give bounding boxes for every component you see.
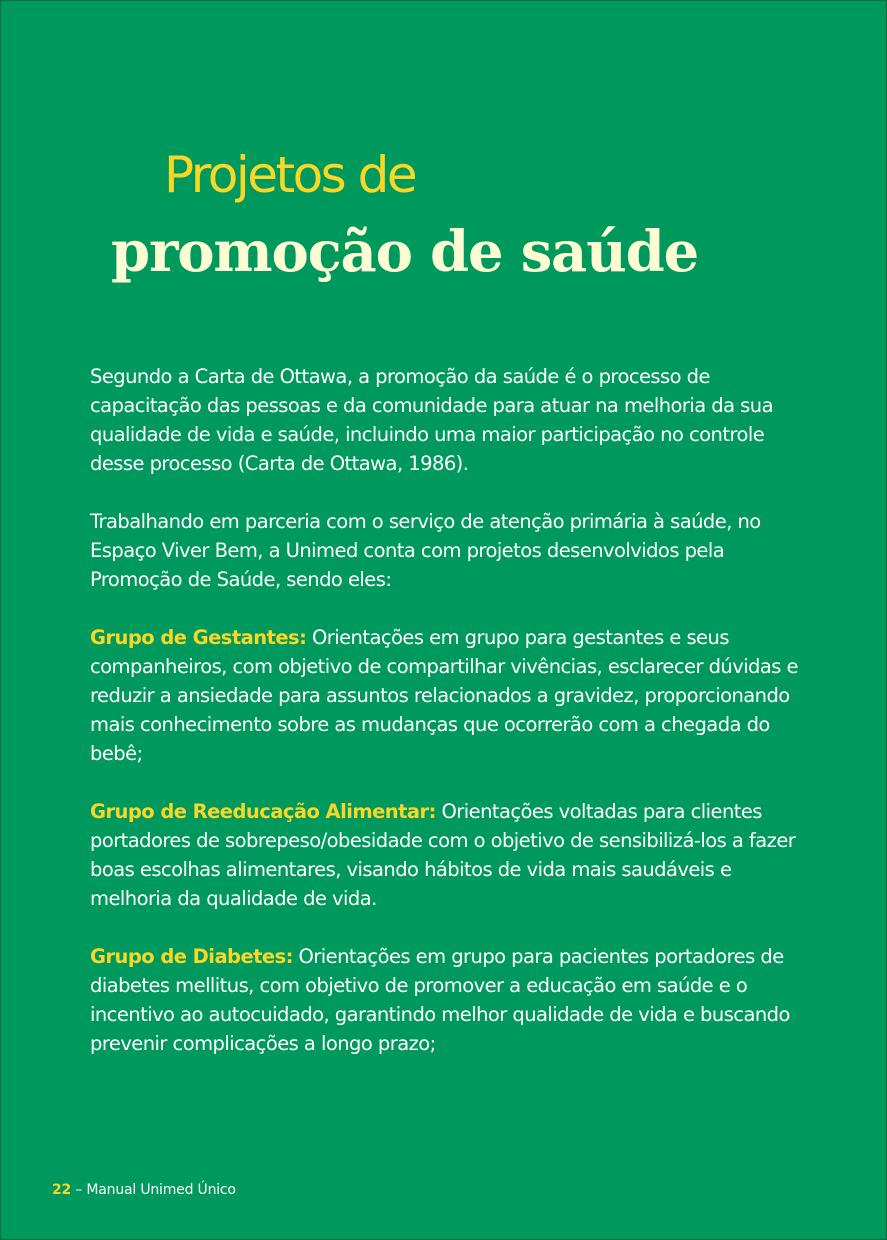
- group-gestantes: [90, 623, 810, 768]
- group-reeducacao-text: Orientações voltadas para clientes portadores de sobrepeso/obesidade com o objetivo de sensibilizá-los a fazer boas escolhas alimentares, visando hábitos de vida mais saudáveis e melhoria da qualidade de vida.: [90, 800, 796, 910]
- group-diabetes: [90, 942, 810, 1058]
- page-title-line2: promoção de saúde: [111, 219, 699, 285]
- group-gestantes-text: Orientações em grupo para gestantes e seus companheiros, com objetivo de compartilhar vivências, esclarecer dúvidas e reduzir a ansiedade para assuntos relacionados a gravidez, proporcionando mais conhecimento sobre as mudanças que ocorrerão com a chegada do bebê;: [90, 626, 798, 765]
- page-number: 22: [52, 1182, 72, 1198]
- footer-separator: –: [71, 1182, 87, 1198]
- group-gestantes-label: Grupo de Gestantes:: [90, 626, 307, 649]
- publication-name: Manual Unimed Único: [86, 1182, 236, 1198]
- partnership-paragraph: Trabalhando em parceria com o serviço de atenção primária à saúde, no Espaço Viver Bem, a Unimed conta com projetos desenvolvidos pela Promoção de Saúde, sendo eles:: [90, 510, 761, 591]
- group-diabetes-label: Grupo de Diabetes:: [90, 945, 293, 968]
- group-diabetes-text: Orientações em grupo para pacientes portadores de diabetes mellitus, com objetivo de promover a educação em saúde e o incentivo ao autocuidado, garantindo melhor qualidade de vida e buscando prevenir complicações a longo prazo;: [90, 945, 790, 1055]
- group-reeducacao-label: Grupo de Reeducação Alimentar:: [90, 800, 436, 823]
- page-title-line1: Projetos de: [164, 146, 416, 204]
- group-reeducacao-alimentar: [90, 797, 810, 913]
- intro-paragraph: Segundo a Carta de Ottawa, a promoção da saúde é o processo de capacitação das pessoas e da comunidade para atuar na melhoria da sua qualidade de vida e saúde, incluindo uma maior participação no controle desse processo (Carta de Ottawa, 1986).: [90, 365, 773, 475]
- page-footer: [52, 1182, 236, 1198]
- body-content: [90, 362, 810, 1087]
